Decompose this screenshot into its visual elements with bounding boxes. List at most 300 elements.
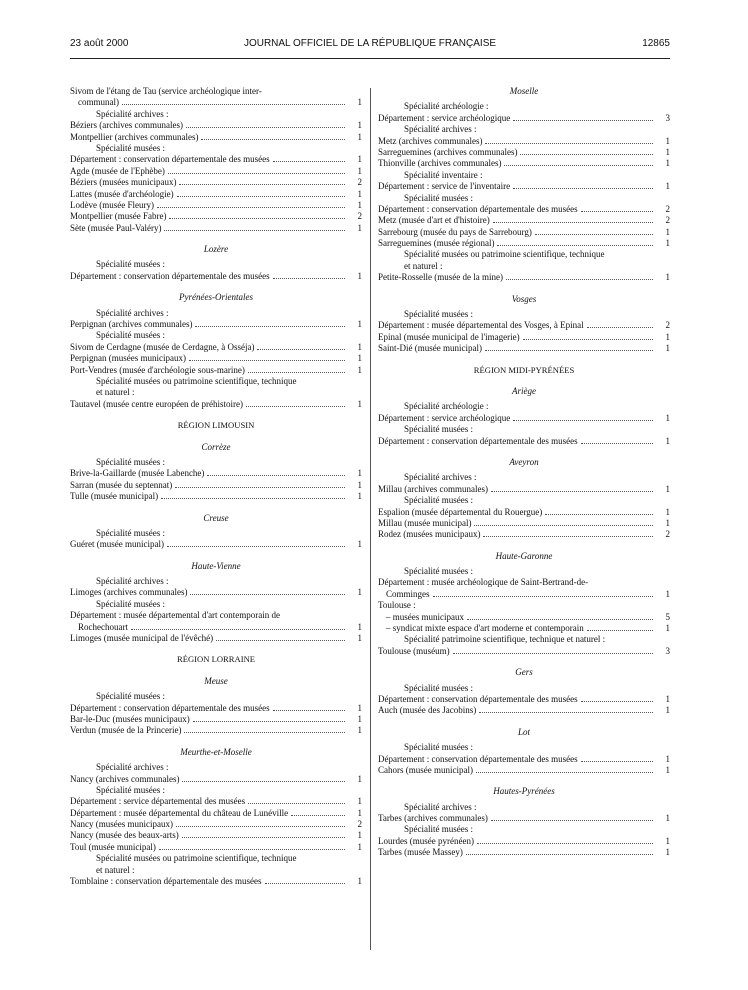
entry-label: Sivom de Cerdagne (musée de Cerdagne, à Osséja) — [70, 341, 255, 352]
list-item — [70, 842, 362, 853]
entry-label: Lattes (musée d'archéologie) — [70, 188, 174, 199]
entry-count: 1 — [357, 341, 362, 352]
leader-dots — [513, 413, 653, 421]
entry-label: Metz (archives communales) — [378, 135, 483, 146]
list-item — [378, 272, 670, 283]
entry-label: Département : conservation départementale des musées — [378, 203, 578, 214]
specialty-heading: Spécialité musées : — [96, 598, 165, 609]
entry-label: Rochechouart — [78, 621, 128, 632]
entry-label: Nancy (musée des beaux-arts) — [70, 830, 179, 841]
entry-count: 1 — [665, 331, 670, 342]
entry-label: Thionville (archives communales) — [378, 158, 502, 169]
specialty-heading: Spécialité archives : — [96, 762, 169, 773]
entry-label: Auch (musée des Jacobins) — [378, 705, 477, 716]
specialty-heading: Spécialité patrimoine scientifique, technique et naturel : — [404, 634, 606, 645]
department-heading: Ariège — [512, 385, 536, 396]
leader-dots — [581, 436, 653, 444]
specialty-heading: Spécialité musées : — [96, 142, 165, 153]
list-item — [70, 97, 362, 108]
entry-count: 1 — [665, 343, 670, 354]
region-heading: RÉGION MIDI-PYRÉNÉES — [473, 364, 575, 375]
entry-count: 1 — [665, 623, 670, 634]
entry-label: Département : service départemental des musées — [70, 796, 246, 807]
specialty-heading: Spécialité musées : — [96, 784, 165, 795]
entry-count: 1 — [357, 165, 362, 176]
list-item — [70, 876, 362, 887]
entry-count: 1 — [665, 226, 670, 237]
entry-label: Tarbes (musée Massey) — [378, 847, 463, 858]
list-item — [70, 154, 362, 165]
leader-dots — [491, 484, 653, 492]
entry-label: Millau (musée municipal) — [378, 517, 472, 528]
specialty-heading: Spécialité archives : — [404, 124, 477, 135]
list-item — [70, 120, 362, 131]
department-heading: Corrèze — [201, 441, 231, 452]
entry-label: Département : service archéologique — [378, 412, 511, 423]
entry-label: Sarran (musée du septennat) — [70, 479, 173, 490]
entry-count: 1 — [357, 97, 362, 108]
entry-label: Département : conservation départementale des musées — [378, 435, 578, 446]
list-item — [70, 468, 362, 479]
leader-dots — [159, 842, 345, 850]
entry-count: 2 — [665, 529, 670, 540]
list-item — [70, 223, 362, 234]
list-item — [378, 227, 670, 238]
entry-label: Nancy (musées municipaux) — [70, 819, 173, 830]
specialty-heading: Spécialité archives : — [96, 307, 169, 318]
entry-label: Tomblaine : conservation départementale des musées — [70, 876, 262, 887]
specialty-heading: Spécialité musées : — [404, 424, 473, 435]
list-item — [378, 612, 670, 623]
entry-label: Béziers (archives communales) — [70, 120, 183, 131]
list-item — [378, 813, 670, 824]
leader-dots — [131, 622, 345, 630]
entry-count: 1 — [357, 270, 362, 281]
entry-label: Perpignan (musées municipaux) — [70, 353, 186, 364]
entry-count: 1 — [357, 587, 362, 598]
entry-count: 1 — [357, 841, 362, 852]
entry-label: – syndicat mixte espace d'art moderne et contemporain — [386, 623, 584, 634]
column-divider — [370, 88, 371, 950]
entry-count: 1 — [665, 435, 670, 446]
list-item — [70, 480, 362, 491]
specialty-heading: Spécialité musées : — [404, 682, 473, 693]
leader-dots — [169, 211, 345, 219]
region-heading: RÉGION LORRAINE — [176, 654, 256, 665]
entry-label: Metz (musée d'art et d'histoire) — [378, 215, 490, 226]
entry-label: communal) — [78, 97, 119, 108]
department-heading: Lozère — [203, 244, 229, 255]
list-item — [378, 765, 670, 776]
list-item — [70, 353, 362, 364]
entry-label: Lodève (musée Fleury) — [70, 199, 154, 210]
entry-label: Bar-le-Duc (musées municipaux) — [70, 713, 190, 724]
entry-count: 1 — [357, 633, 362, 644]
header-rule — [70, 58, 670, 59]
list-item — [378, 204, 670, 215]
leader-dots — [248, 796, 345, 804]
entry-count: 1 — [357, 199, 362, 210]
entry-label: Montpellier (archives communales) — [70, 131, 199, 142]
specialty-heading: Spécialité musées : — [404, 495, 473, 506]
leader-dots — [175, 480, 345, 488]
entry-label: Millau (archives communales) — [378, 483, 488, 494]
leader-dots — [207, 468, 345, 476]
specialty-heading: Spécialité musées : — [96, 691, 165, 702]
list-item — [378, 238, 670, 249]
entry-label: Département : musée départemental des Vosges, à Epinal — [378, 320, 584, 331]
list-item — [70, 610, 362, 621]
list-item — [70, 319, 362, 330]
list-item — [378, 836, 670, 847]
entry-label: Département : service de l'inventaire — [378, 181, 511, 192]
list-item — [378, 332, 670, 343]
entry-count: 2 — [357, 177, 362, 188]
entry-label: Epinal (musée municipal de l'imagerie) — [378, 331, 520, 342]
entry-count: 1 — [665, 693, 670, 704]
specialty-heading: Spécialité musées : — [404, 742, 473, 753]
list-item — [378, 320, 670, 331]
entry-count: 1 — [665, 412, 670, 423]
department-heading: Pyrénées-Orientales — [179, 292, 253, 303]
list-item — [378, 754, 670, 765]
page-header — [70, 38, 670, 52]
entry-count: 2 — [665, 320, 670, 331]
entry-label: Limoges (archives communales) — [70, 587, 188, 598]
list-item — [378, 147, 670, 158]
entry-count: 1 — [357, 807, 362, 818]
entry-label: Tulle (musée municipal) — [70, 491, 159, 502]
entry-count: 1 — [665, 705, 670, 716]
entry-count: 1 — [357, 319, 362, 330]
leader-dots — [176, 819, 345, 827]
leader-dots — [523, 332, 653, 340]
leader-dots — [246, 399, 345, 407]
list-item — [70, 819, 362, 830]
specialty-heading: Spécialité musées : — [96, 527, 165, 538]
entry-label: Toulouse : — [378, 600, 416, 611]
list-item — [70, 86, 362, 97]
leader-dots — [581, 204, 653, 212]
department-heading: Vosges — [511, 293, 537, 304]
entry-label: Département : conservation départementale des musées — [378, 753, 578, 764]
entry-label: Comminges — [386, 588, 430, 599]
list-item — [378, 529, 670, 540]
leader-dots — [433, 589, 653, 597]
entry-label: Lourdes (musée pyrénéen) — [378, 835, 474, 846]
leader-dots — [483, 529, 653, 537]
entry-count: 2 — [665, 215, 670, 226]
department-heading: Moselle — [509, 86, 539, 96]
entry-label: Toulouse (muséum) — [378, 645, 450, 656]
entry-label: – musées municipaux — [386, 611, 464, 622]
entry-count: 2 — [357, 211, 362, 222]
list-item — [378, 113, 670, 124]
leader-dots — [167, 539, 345, 547]
entry-count: 1 — [665, 238, 670, 249]
entry-count: 1 — [665, 813, 670, 824]
list-item — [70, 808, 362, 819]
entry-label: Perpignan (archives communales) — [70, 319, 193, 330]
list-item — [70, 166, 362, 177]
entry-label: Sarrebourg (musée du pays de Sarrebourg) — [378, 226, 532, 237]
leader-dots — [520, 147, 653, 155]
specialty-heading: Spécialité archives : — [404, 801, 477, 812]
list-item — [70, 365, 362, 376]
list-item — [378, 705, 670, 716]
entry-label: Département : musée départemental d'art contemporain de — [70, 610, 281, 621]
leader-dots — [291, 808, 345, 816]
leader-dots — [201, 132, 345, 140]
specialty-heading: Spécialité musées : — [96, 259, 165, 270]
list-item — [378, 507, 670, 518]
list-item — [378, 518, 670, 529]
list-item — [70, 539, 362, 550]
entry-count: 1 — [357, 364, 362, 375]
leader-dots — [477, 836, 653, 844]
left-column — [70, 86, 362, 887]
list-item — [378, 436, 670, 447]
entry-label: Guéret (musée municipal) — [70, 539, 164, 550]
list-item — [378, 413, 670, 424]
entry-count: 1 — [665, 764, 670, 775]
list-item — [70, 177, 362, 188]
leader-dots — [485, 136, 653, 144]
department-heading: Creuse — [203, 512, 229, 523]
entry-count: 1 — [357, 539, 362, 550]
entry-label: Limoges (musée municipal de l'évêché) — [70, 633, 214, 644]
entry-count: 1 — [357, 491, 362, 502]
leader-dots — [122, 97, 345, 105]
list-item — [378, 181, 670, 192]
entry-label: Brive-la-Gaillarde (musée Labenche) — [70, 468, 205, 479]
entry-count: 1 — [665, 835, 670, 846]
list-item — [70, 774, 362, 785]
entry-count: 1 — [665, 483, 670, 494]
leader-dots — [273, 703, 345, 711]
list-item — [378, 694, 670, 705]
entry-label: Espalion (musée départemental du Rouergue) — [378, 506, 543, 517]
specialty-heading: Spécialité musées : — [404, 309, 473, 320]
list-item — [378, 158, 670, 169]
entry-count: 1 — [665, 158, 670, 169]
specialty-heading: Spécialité musées : — [404, 824, 473, 835]
leader-dots — [535, 227, 653, 235]
list-item — [70, 211, 362, 222]
department-heading: Haute-Garonne — [495, 550, 553, 561]
entry-count: 1 — [357, 353, 362, 364]
leader-dots — [466, 847, 653, 855]
list-item — [378, 343, 670, 354]
entry-label: Rodez (musées municipaux) — [378, 529, 481, 540]
leader-dots — [193, 714, 345, 722]
specialty-heading: et naturel : — [404, 260, 443, 271]
entry-count: 1 — [357, 621, 362, 632]
list-item — [70, 132, 362, 143]
list-item — [70, 399, 362, 410]
entry-count: 1 — [357, 725, 362, 736]
leader-dots — [513, 181, 653, 189]
entry-count: 1 — [357, 702, 362, 713]
leader-dots — [168, 166, 345, 174]
page-number: 12865 — [642, 38, 670, 49]
leader-dots — [216, 633, 345, 641]
list-item — [378, 215, 670, 226]
department-heading: Meurthe-et-Moselle — [180, 746, 252, 757]
leader-dots — [190, 587, 345, 595]
specialty-heading: Spécialité musées ou patrimoine scientifique, technique — [96, 375, 297, 386]
department-heading: Meuse — [204, 675, 228, 686]
leader-dots — [581, 754, 653, 762]
entry-count: 1 — [357, 876, 362, 887]
leader-dots — [182, 830, 345, 838]
entry-label: Saint-Dié (musée municipal) — [378, 343, 482, 354]
leader-dots — [453, 646, 653, 654]
header-title: JOURNAL OFFICIEL DE LA RÉPUBLIQUE FRANÇAISE — [243, 38, 497, 49]
leader-dots — [265, 876, 345, 884]
entry-label: Tautavel (musée centre européen de préhistoire) — [70, 398, 244, 409]
list-item — [70, 491, 362, 502]
entry-count: 3 — [665, 645, 670, 656]
leader-dots — [476, 765, 653, 773]
department-heading: Aveyron — [509, 456, 539, 467]
entry-count: 1 — [665, 588, 670, 599]
entry-label: Sarreguemines (archives communales) — [378, 146, 518, 157]
entry-label: Département : conservation départementale des musées — [70, 270, 270, 281]
entry-count: 1 — [665, 135, 670, 146]
leader-dots — [497, 238, 653, 246]
leader-dots — [581, 694, 653, 702]
entry-label: Département : musée départemental du château de Lunéville — [70, 807, 289, 818]
entry-count: 5 — [665, 611, 670, 622]
leader-dots — [506, 272, 653, 280]
leader-dots — [189, 353, 345, 361]
entry-label: Port-Vendres (musée d'archéologie sous-marine) — [70, 364, 245, 375]
leader-dots — [248, 365, 345, 373]
leader-dots — [273, 154, 345, 162]
entry-label: Agde (musée de l'Ephèbe) — [70, 165, 165, 176]
entry-count: 1 — [357, 222, 362, 233]
entry-count: 1 — [665, 146, 670, 157]
entry-count: 2 — [357, 819, 362, 830]
entry-label: Toul (musée municipal) — [70, 841, 156, 852]
specialty-heading: Spécialité inventaire : — [404, 169, 483, 180]
entry-label: Département : musée archéologique de Saint-Bertrand-de- — [378, 577, 589, 588]
leader-dots — [467, 612, 653, 620]
specialty-heading: Spécialité archéologie : — [404, 401, 489, 412]
specialty-heading: Spécialité archéologie : — [404, 101, 489, 112]
leader-dots — [177, 189, 345, 197]
leader-dots — [587, 320, 653, 328]
list-item — [70, 796, 362, 807]
entry-label: Cahors (musée municipal) — [378, 764, 473, 775]
entry-count: 1 — [665, 753, 670, 764]
leader-dots — [504, 158, 653, 166]
list-item — [70, 622, 362, 633]
entry-count: 1 — [665, 181, 670, 192]
specialty-heading: Spécialité archives : — [96, 576, 169, 587]
entry-label: Petite-Rosselle (musée de la mine) — [378, 272, 503, 283]
leader-dots — [164, 223, 345, 231]
entry-label: Département : service archéologique — [378, 112, 511, 123]
specialty-heading: Spécialité archives : — [404, 472, 477, 483]
entry-count: 1 — [357, 398, 362, 409]
entry-count: 2 — [665, 203, 670, 214]
entry-label: Sarreguemines (musée régional) — [378, 238, 495, 249]
entry-count: 1 — [665, 272, 670, 283]
entry-count: 1 — [665, 847, 670, 858]
leader-dots — [182, 774, 345, 782]
region-heading: RÉGION LIMOUSIN — [177, 420, 255, 431]
entry-count: 1 — [357, 796, 362, 807]
list-item — [378, 577, 670, 588]
specialty-heading: Spécialité musées : — [404, 566, 473, 577]
entry-count: 3 — [665, 112, 670, 123]
entry-count: 1 — [357, 188, 362, 199]
entry-count: 1 — [357, 713, 362, 724]
list-item — [70, 703, 362, 714]
entry-label: Département : conservation départementale des musées — [70, 154, 270, 165]
leader-dots — [186, 120, 345, 128]
entry-count: 1 — [357, 773, 362, 784]
list-item — [70, 725, 362, 736]
header-date: 23 août 2000 — [70, 38, 129, 49]
specialty-heading: et naturel : — [96, 387, 135, 398]
right-column — [378, 86, 670, 859]
leader-dots — [491, 813, 653, 821]
entry-count: 1 — [357, 479, 362, 490]
leader-dots — [587, 623, 653, 631]
list-item — [378, 589, 670, 600]
entry-count: 1 — [665, 506, 670, 517]
list-item — [378, 623, 670, 634]
entry-count: 1 — [357, 468, 362, 479]
list-item — [378, 646, 670, 657]
leader-dots — [179, 177, 345, 185]
list-item — [378, 136, 670, 147]
specialty-heading: Spécialité musées : — [404, 192, 473, 203]
leader-dots — [273, 271, 345, 279]
entry-count: 1 — [357, 830, 362, 841]
entry-label: Verdun (musée de la Princerie) — [70, 725, 182, 736]
entry-label: Sivom de l'étang de Tau (service archéologique inter- — [70, 86, 262, 96]
leader-dots — [545, 507, 653, 515]
list-item — [70, 200, 362, 211]
leader-dots — [493, 215, 653, 223]
specialty-heading: Spécialité musées ou patrimoine scientifique, technique — [404, 249, 605, 260]
department-heading: Gers — [515, 667, 533, 678]
entry-label: Sète (musée Paul-Valéry) — [70, 222, 162, 233]
entry-label: Nancy (archives communales) — [70, 773, 180, 784]
list-item — [70, 830, 362, 841]
department-heading: Hautes-Pyrénées — [493, 786, 555, 797]
leader-dots — [157, 200, 345, 208]
leader-dots — [479, 705, 653, 713]
department-heading: Haute-Vienne — [191, 560, 241, 571]
list-item — [70, 714, 362, 725]
list-item — [378, 847, 670, 858]
list-item — [70, 342, 362, 353]
entry-label: Montpellier (musée Fabre) — [70, 211, 167, 222]
list-item — [70, 271, 362, 282]
entry-label: Département : conservation départementale des musées — [378, 693, 578, 704]
entry-count: 1 — [357, 131, 362, 142]
list-item — [378, 484, 670, 495]
list-item — [70, 189, 362, 200]
specialty-heading: et naturel : — [96, 864, 135, 875]
list-item — [70, 633, 362, 644]
specialty-heading: Spécialité musées : — [96, 330, 165, 341]
